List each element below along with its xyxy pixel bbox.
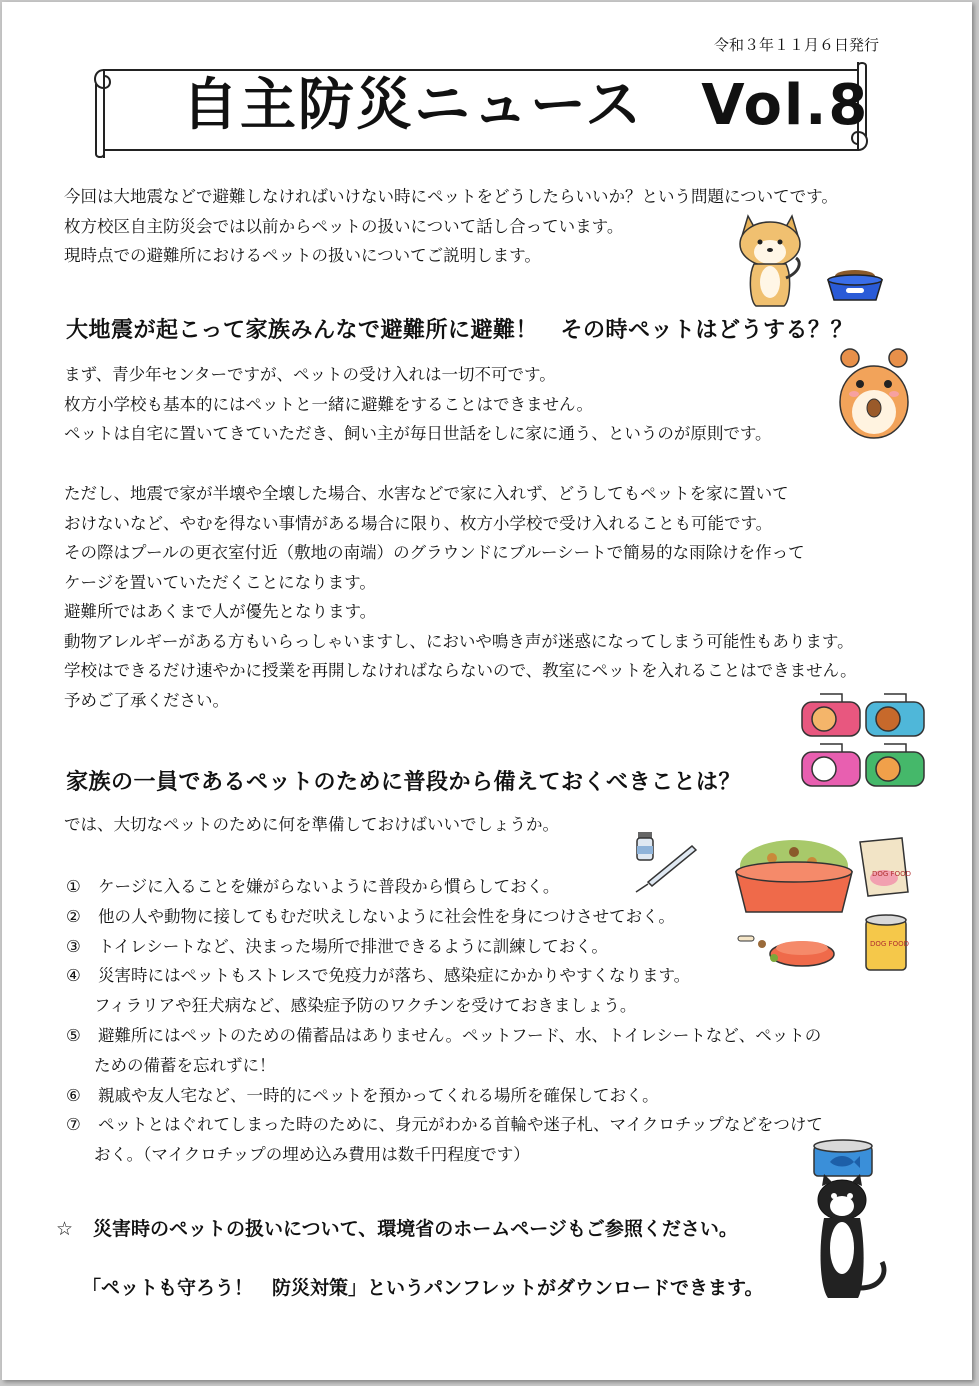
paragraph-line: 学校はできるだけ速やかに授業を再開しなければならないので、教室にペットを入れることはできません。 bbox=[64, 661, 857, 680]
paragraph-line: 避難所ではあくまで人が優先となります。 bbox=[64, 602, 377, 621]
shiba-dog-illustration bbox=[734, 206, 806, 310]
paragraph-line: その際はプールの更衣室付近（敷地の南端）のグラウンドにブルーシートで簡易的な雨除けを作って bbox=[64, 543, 805, 562]
cat-holding-can-illustration bbox=[802, 1138, 892, 1306]
section2-heading: 家族の一員であるペットのために普段から備えておくべきことは？ bbox=[66, 770, 742, 795]
intro-line: 現時点での避難所におけるペットの扱いについてご説明します。 bbox=[64, 246, 541, 265]
pet-carriers-illustration bbox=[800, 690, 930, 790]
paragraph-line: まず、青少年センターですが、ペットの受け入れは一切不可です。 bbox=[64, 365, 556, 384]
footer-line-1: ☆ 災害時のペットの扱いについて、環境省のホームページもご参照ください。 bbox=[56, 1218, 738, 1240]
dog-food-label-2: DOG FOOD bbox=[870, 940, 909, 948]
section1-paragraph1 bbox=[64, 360, 772, 449]
footer-line-2: 「ペットも守ろう！ 防災対策」というパンフレットがダウンロードできます。 bbox=[82, 1277, 764, 1299]
section2-lead: では、大切なペットのために何を準備しておけばいいでしょうか。 bbox=[64, 815, 559, 834]
paragraph-line: ケージを置いていただくことになります。 bbox=[64, 572, 376, 592]
hamster-illustration bbox=[836, 346, 912, 440]
pet-food-illustration bbox=[732, 836, 922, 976]
paragraph-line: 予めご了承ください。 bbox=[64, 690, 229, 710]
newsletter-page: 令和３年１１月６日発行 自主防災ニュース Vol.8 今回は大地震などで避難しなければいけない時にペットをどうしたらいいか？という問題についてです。 枚方校区自主防災会では以前からペットの扱いについて話し合っています。 現時点での避難所におけるペットの扱いについてご説明します。 大地震が起こって家族みんなで避難所に避難！ その時ペットはどうする？？ まず、青少年センターですが、ペットの受け入れは一切不可です。 枚方小学校も基本的にはペットと一緒に避難をすることはできません。 ペットは自宅に置いてきていただき、飼い主が毎日世話をしに家に通う、というのが原則です。 ただし、地震で家が半壊や全壊した場合、水害などで家に入れず、どうしてもペットを家に置いて おけないなど、やむを得ない事情がある場合に限り、枚方小学校で受け入れることも可能です。 その際はプールの更衣室付近（敷地の南端）のグラウンドにブルーシートで簡易的な雨除けを作って ケージを置いていただくことになります。 避難所ではあくまで人が優先となります。 動物アレルギーがある方もいらっしゃいますし、においや鳴き声が迷惑になってしまう可能性もあります。 学校はできるだけ速やかに授業を再開しなければならないので、教室にペットを入れることはできません。 予めご了承ください。 家族の一員であるペットのために普段から備えておくべきことは？ では、大切なペットのために何を準備しておけばいいでしょうか。 DOG FOOD DOG FOOD ① ケージに入ることを嫌がらないように普段から慣らしておく。 ② 他の人や動物に接してもむだ吠えしないように社会性を身につけさせておく。 ③ トイレシートなど、決まった場所で排泄できるように訓練しておく。 ④ 災害時にはペットもストレスで免疫力が落ち、感染症にかかりやすくなります。 フィラリアや狂犬病など、感染症予防のワクチンを受けておきましょう。 ⑤ 避難所にはペットのための備蓄品はありません。ペットフード、水、トイレシートなど、ペットの ための備蓄を忘れずに！ ⑥ 親戚や友人宅など、一時的にペットを預かってくれる場所を確保しておく。 ⑦ ペットとはぐれてしまった時のために、身元がわかる首輪や迷子札、マイクロチップなどをつけて おく。（マイクロチップの埋め込み費用は数千円程度です） ☆ 災害時のペットの扱いについて、環境省のホームページもご参照ください。 「ペットも守ろう！ 防災対策」というパンフレットがダウンロードできます。 bbox=[2, 2, 972, 1380]
vaccine-syringe-illustration bbox=[632, 828, 702, 894]
page-title: 自主防災ニュース Vol.8 bbox=[182, 73, 870, 138]
paragraph-line: 動物アレルギーがある方もいらっしゃいますし、においや鳴き声が迷惑になってしまう可能性もあります。 bbox=[64, 631, 854, 651]
star-icon: ☆ bbox=[56, 1218, 74, 1240]
issue-date: 令和３年１１月６日発行 bbox=[714, 36, 880, 54]
intro-line: 枚方校区自主防災会では以前からペットの扱いについて話し合っています。 bbox=[64, 216, 624, 236]
dog-food-label-1: DOG FOOD bbox=[872, 870, 911, 878]
paragraph-line: 枚方小学校も基本的にはペットと一緒に避難をすることはできません。 bbox=[64, 394, 593, 414]
section1-heading: 大地震が起こって家族みんなで避難所に避難！ その時ペットはどうする？？ bbox=[66, 318, 854, 343]
dog-food-bowl-illustration bbox=[824, 268, 886, 304]
intro-line: 今回は大地震などで避難しなければいけない時にペットをどうしたらいいか？という問題についてです。 bbox=[64, 187, 838, 206]
intro-paragraph bbox=[64, 182, 838, 271]
section1-paragraph2 bbox=[64, 479, 857, 715]
paragraph-line: ただし、地震で家が半壊や全壊した場合、水害などで家に入れず、どうしてもペットを家に置いて bbox=[64, 484, 789, 503]
paragraph-line: ペットは自宅に置いてきていただき、飼い主が毎日世話をしに家に通う、というのが原則です。 bbox=[64, 424, 772, 443]
paragraph-line: おけないなど、やむを得ない事情がある場合に限り、枚方小学校で受け入れることも可能です。 bbox=[64, 513, 773, 533]
